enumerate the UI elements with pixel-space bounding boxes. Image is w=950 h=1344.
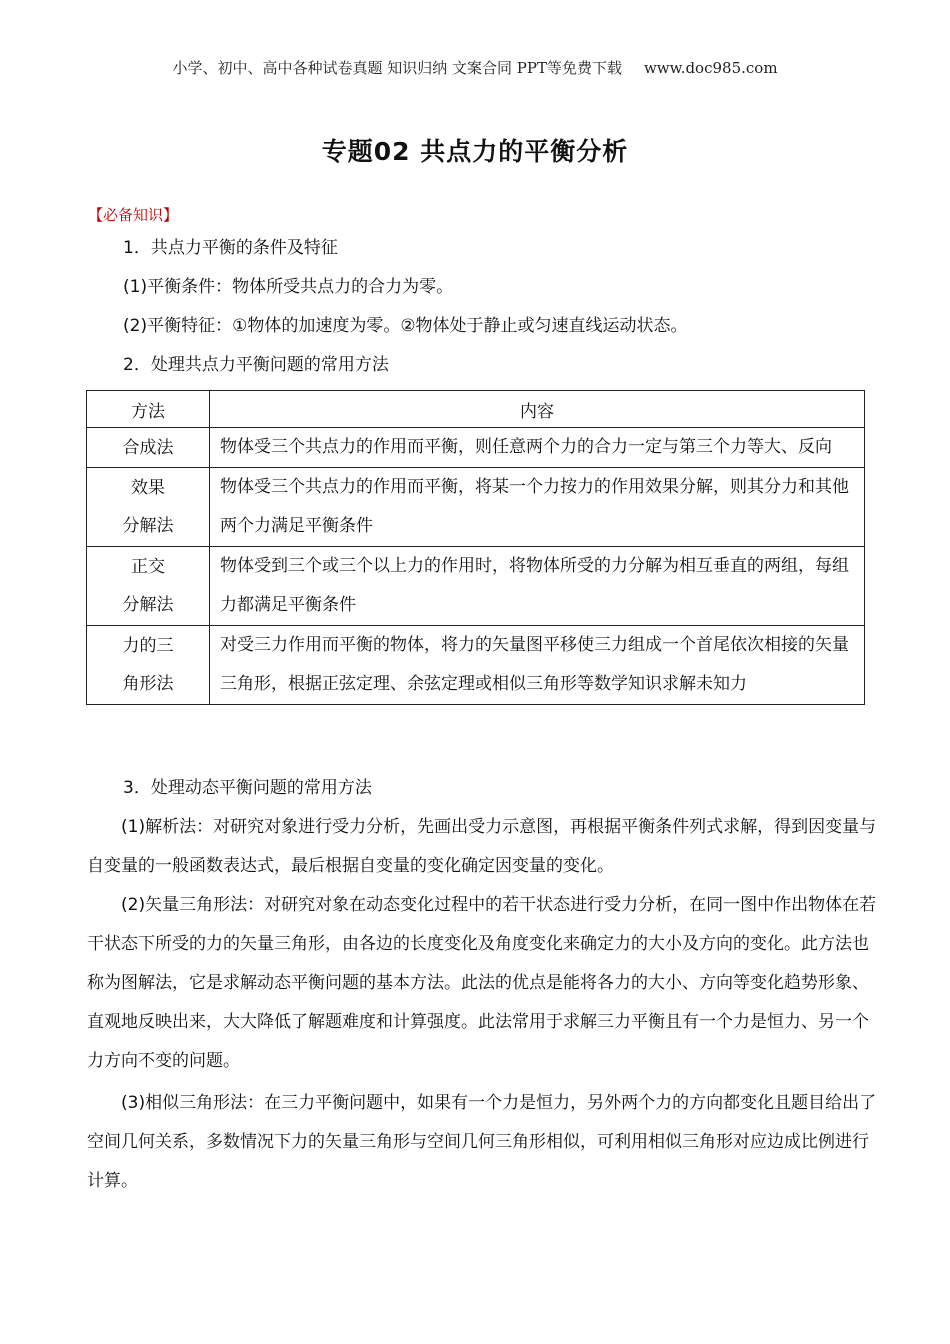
content-cell: 物体受三个共点力的作用而平衡，将某一个力按力的作用效果分解，则其分力和其他两个力满足平衡条件 <box>210 468 865 547</box>
content-cell: 对受三力作用而平衡的物体，将力的矢量图平移使三力组成一个首尾依次相接的矢量三角形，根据正弦定理、余弦定理或相似三角形等数学知识求解未知力 <box>210 626 865 705</box>
section-2-heading: 2．处理共点力平衡问题的常用方法 <box>123 355 389 375</box>
method-label-line-1: 效果 <box>131 478 165 498</box>
method-label-line-1: 力的三 <box>122 636 174 656</box>
header-url[interactable]: www.doc985.com <box>643 59 778 77</box>
section-1-heading: 1．共点力平衡的条件及特征 <box>123 238 338 258</box>
column-header-content: 内容 <box>210 391 865 428</box>
method-cell <box>87 428 210 468</box>
table-row <box>87 428 865 468</box>
method-label-line-1: 正交 <box>131 557 165 577</box>
section-3-paragraph-2 <box>87 886 877 1081</box>
section-1-paragraph-1: (1)平衡条件：物体所受共点力的合力为零。 <box>123 277 454 297</box>
paragraph-text: (1)解析法：对研究对象进行受力分析，先画出受力示意图，再根据平衡条件列式求解，得到因变量与自变量的一般函数表达式，最后根据自变量的变化确定因变量的变化。 <box>87 817 877 876</box>
section-tag: 【必备知识】 <box>88 206 179 224</box>
content-cell: 物体受三个共点力的作用而平衡，则任意两个力的合力一定与第三个力等大、反向 <box>210 428 865 468</box>
method-label-line-2: 分解法 <box>122 516 174 536</box>
content-cell: 物体受到三个或三个以上力的作用时，将物体所受的力分解为相互垂直的两组，每组力都满足平衡条件 <box>210 547 865 626</box>
section-3-paragraph-3 <box>87 1084 877 1201</box>
method-label-line-2: 角形法 <box>122 674 174 694</box>
section-3-paragraph-1 <box>87 808 877 886</box>
table-header-row <box>87 391 865 428</box>
section-3-heading: 3．处理动态平衡问题的常用方法 <box>123 778 372 798</box>
method-cell <box>87 547 210 626</box>
table-row <box>87 468 865 547</box>
method-cell <box>87 626 210 705</box>
method-label: 合成法 <box>122 437 174 458</box>
table-row <box>87 626 865 705</box>
paragraph-text: (2)矢量三角形法：对研究对象在动态变化过程中的若干状态进行受力分析，在同一图中作出物体在若干状态下所受的力的矢量三角形，由各边的长度变化及角度变化来确定力的大小及方向的变化。此方法也称为图解法，它是求解动态平衡问题的基本方法。此法的优点是能将各力的大小、方向等变化趋势形象、直观地反映出来，大大降低了解题难度和计算强度。此法常用于求解三力平衡且有一个力是恒力、另一个力方向不变的问题。 <box>87 895 877 1071</box>
section-1-paragraph-2: (2)平衡特征：①物体的加速度为零。②物体处于静止或匀速直线运动状态。 <box>123 316 688 336</box>
method-cell <box>87 468 210 547</box>
document-title: 专题02 共点力的平衡分析 <box>321 137 629 166</box>
table-row <box>87 547 865 626</box>
header-text: 小学、初中、高中各种试卷真题 知识归纳 文案合同 PPT等免费下载 <box>172 59 622 77</box>
paragraph-text: (3)相似三角形法：在三力平衡问题中，如果有一个力是恒力，另外两个力的方向都变化且题目给出了空间几何关系，多数情况下力的矢量三角形与空间几何三角形相似，可利用相似三角形对应边成比例进行计算。 <box>87 1093 877 1191</box>
column-header-method: 方法 <box>87 391 210 428</box>
method-label-line-2: 分解法 <box>122 595 174 615</box>
methods-table <box>86 390 865 705</box>
page-header <box>0 57 950 78</box>
